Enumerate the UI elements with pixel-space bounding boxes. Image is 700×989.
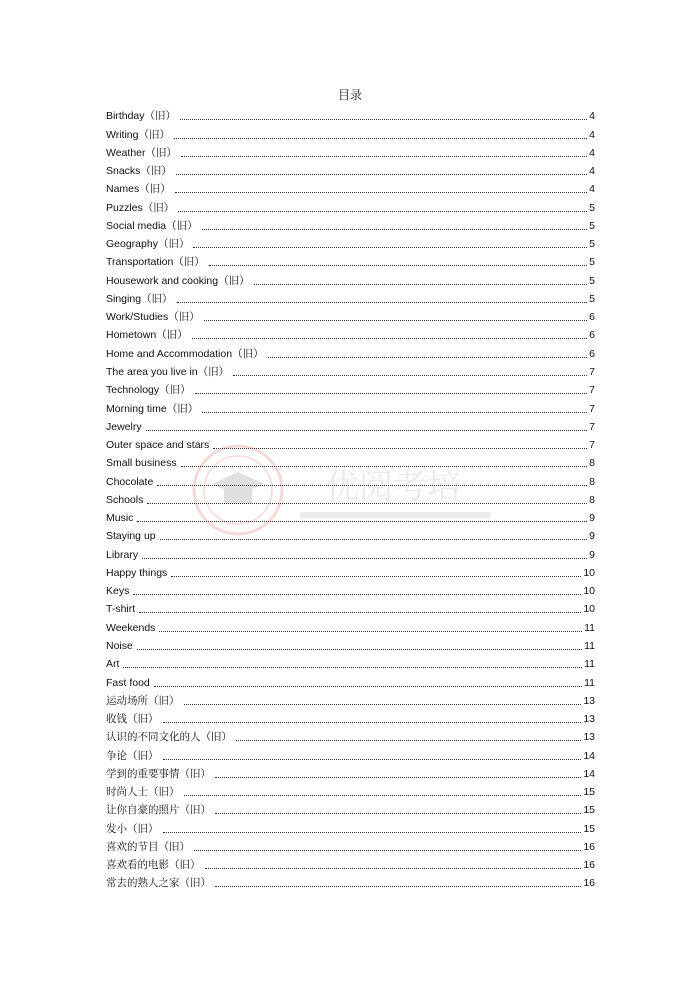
toc-entry[interactable] xyxy=(106,342,595,360)
toc-entry-page-number: 13 xyxy=(583,731,595,744)
toc-entry[interactable] xyxy=(106,215,595,233)
toc-entry-label: Geography（旧） xyxy=(106,238,190,251)
dot-leader xyxy=(193,246,587,248)
dot-leader xyxy=(236,739,581,741)
toc-entry-label: Staying up xyxy=(106,530,156,543)
toc-entry-label: 常去的熟人之家（旧） xyxy=(106,877,211,890)
toc-entry-label: 时尚人士（旧） xyxy=(106,786,180,799)
toc-entry-label: 争论（旧） xyxy=(106,749,159,762)
toc-entry-label: Singing（旧） xyxy=(106,292,173,305)
toc-entry-label: Noise xyxy=(106,639,133,652)
toc-entry-page-number: 4 xyxy=(589,128,595,141)
toc-entry-label: Art xyxy=(106,658,120,671)
toc-entry[interactable] xyxy=(106,416,595,434)
toc-entry-page-number: 9 xyxy=(589,530,595,543)
toc-entry-page-number: 10 xyxy=(583,566,595,579)
toc-entry-label: Fast food xyxy=(106,676,150,689)
dot-leader xyxy=(202,411,587,413)
dot-leader xyxy=(175,191,587,193)
toc-title: 目录 xyxy=(337,88,362,102)
toc-entry[interactable] xyxy=(106,178,595,196)
toc-entry-page-number: 15 xyxy=(583,786,595,799)
toc-entry[interactable] xyxy=(106,744,595,762)
toc-entry-page-number: 8 xyxy=(589,493,595,506)
toc-entry[interactable] xyxy=(106,160,595,178)
dot-leader xyxy=(133,593,581,595)
dot-leader xyxy=(147,502,587,504)
toc-entry[interactable] xyxy=(106,543,595,561)
toc-entry[interactable] xyxy=(106,690,595,708)
dot-leader xyxy=(181,155,587,157)
toc-entry-label: Names（旧） xyxy=(106,183,171,196)
toc-entry[interactable] xyxy=(106,671,595,689)
toc-entry-page-number: 5 xyxy=(589,238,595,251)
dot-leader xyxy=(215,885,581,887)
dot-leader xyxy=(176,173,587,175)
toc-entry-label: Snacks（旧） xyxy=(106,165,172,178)
dot-leader xyxy=(178,210,587,212)
toc-entry[interactable] xyxy=(106,854,595,872)
dot-leader xyxy=(192,337,587,339)
toc-entry[interactable] xyxy=(106,470,595,488)
dot-leader xyxy=(177,301,587,303)
toc-entry[interactable] xyxy=(106,379,595,397)
toc-entry-label: 喜欢的节目（旧） xyxy=(106,840,190,853)
toc-entry[interactable] xyxy=(106,726,595,744)
toc-entry-page-number: 11 xyxy=(584,639,595,652)
toc-entry[interactable] xyxy=(106,562,595,580)
toc-entry[interactable] xyxy=(106,361,595,379)
toc-entry[interactable] xyxy=(106,872,595,890)
toc-entry-page-number: 7 xyxy=(589,402,595,415)
dot-leader xyxy=(184,703,582,705)
dot-leader xyxy=(180,118,587,120)
toc-entry-label: Jewelry xyxy=(106,420,142,433)
dot-leader xyxy=(209,264,587,266)
toc-entry-page-number: 7 xyxy=(589,365,595,378)
toc-entry-label: Morning time（旧） xyxy=(106,402,199,415)
toc-entry[interactable] xyxy=(106,233,595,251)
toc-entry-page-number: 6 xyxy=(589,329,595,342)
toc-entry[interactable] xyxy=(106,708,595,726)
toc-entry-page-number: 5 xyxy=(589,292,595,305)
dot-leader xyxy=(146,429,587,431)
toc-entry-page-number: 6 xyxy=(589,311,595,324)
toc-entry-label: 让你自豪的照片（旧） xyxy=(106,804,211,817)
toc-entry-page-number: 4 xyxy=(589,110,595,123)
toc-entry-page-number: 7 xyxy=(589,439,595,452)
toc-entry-label: 认识的不同文化的人（旧） xyxy=(106,731,232,744)
toc-entry[interactable] xyxy=(106,781,595,799)
dot-leader xyxy=(157,484,587,486)
toc-entry-page-number: 10 xyxy=(583,585,595,598)
toc-entry-label: Outer space and stars xyxy=(106,439,210,452)
toc-entry-page-number: 6 xyxy=(589,347,595,360)
table-of-contents xyxy=(106,105,595,890)
dot-leader xyxy=(215,812,581,814)
toc-entry[interactable] xyxy=(106,142,595,160)
toc-entry-label: Weekends xyxy=(106,621,156,634)
toc-entry-page-number: 16 xyxy=(583,840,595,853)
toc-entry-page-number: 5 xyxy=(589,256,595,269)
dot-leader xyxy=(233,374,587,376)
toc-entry-page-number: 5 xyxy=(589,274,595,287)
toc-entry-label: Writing（旧） xyxy=(106,128,170,141)
toc-entry-label: 学到的重要事情（旧） xyxy=(106,767,211,780)
toc-entry-page-number: 16 xyxy=(583,859,595,872)
toc-entry-label: Technology（旧） xyxy=(106,384,191,397)
toc-entry-page-number: 5 xyxy=(589,201,595,214)
toc-entry[interactable] xyxy=(106,269,595,287)
dot-leader xyxy=(159,630,582,632)
dot-leader xyxy=(194,849,581,851)
toc-entry-page-number: 4 xyxy=(589,183,595,196)
toc-entry[interactable] xyxy=(106,489,595,507)
toc-entry-page-number: 11 xyxy=(584,658,595,671)
toc-entry[interactable] xyxy=(106,580,595,598)
toc-entry-label: Transportation（旧） xyxy=(106,256,205,269)
toc-entry-label: 发小（旧） xyxy=(106,822,159,835)
toc-entry[interactable] xyxy=(106,288,595,306)
dot-leader xyxy=(163,758,582,760)
dot-leader xyxy=(202,228,587,230)
toc-entry-page-number: 9 xyxy=(589,512,595,525)
toc-entry-page-number: 8 xyxy=(589,475,595,488)
dot-leader xyxy=(137,648,582,650)
toc-entry-label: Library xyxy=(106,548,139,561)
dot-leader xyxy=(139,611,581,613)
toc-entry-label: Home and Accommodation（旧） xyxy=(106,347,264,360)
toc-entry-page-number: 15 xyxy=(583,804,595,817)
dot-leader xyxy=(171,575,581,577)
toc-entry[interactable] xyxy=(106,105,595,123)
dot-leader xyxy=(123,666,582,668)
dot-leader xyxy=(184,794,582,796)
toc-entry-page-number: 13 xyxy=(583,694,595,707)
dot-leader xyxy=(163,831,582,833)
toc-entry-page-number: 9 xyxy=(589,548,595,561)
toc-entry-label: Housework and cooking（旧） xyxy=(106,274,250,287)
toc-entry[interactable] xyxy=(106,123,595,141)
toc-entry[interactable] xyxy=(106,251,595,269)
toc-entry-label: Hometown（旧） xyxy=(106,329,188,342)
toc-entry-page-number: 10 xyxy=(583,603,595,616)
dot-leader xyxy=(204,319,587,321)
toc-entry-page-number: 7 xyxy=(589,420,595,433)
toc-entry[interactable] xyxy=(106,817,595,835)
toc-entry-label: 喜欢看的电影（旧） xyxy=(106,859,201,872)
toc-entry-page-number: 7 xyxy=(589,384,595,397)
toc-entry[interactable] xyxy=(106,635,595,653)
toc-entry[interactable] xyxy=(106,616,595,634)
toc-entry-label: Keys xyxy=(106,585,130,598)
toc-entry[interactable] xyxy=(106,598,595,616)
toc-entry-page-number: 4 xyxy=(589,165,595,178)
toc-entry-label: Birthday（旧） xyxy=(106,110,177,123)
toc-entry-page-number: 13 xyxy=(583,713,595,726)
dot-leader xyxy=(154,685,582,687)
dot-leader xyxy=(268,356,587,358)
dot-leader xyxy=(160,538,587,540)
dot-leader xyxy=(213,447,587,449)
toc-entry-page-number: 11 xyxy=(584,621,595,634)
toc-entry[interactable] xyxy=(106,653,595,671)
toc-entry-label: Small business xyxy=(106,457,177,470)
toc-entry-page-number: 4 xyxy=(589,146,595,159)
toc-entry[interactable] xyxy=(106,452,595,470)
toc-entry-page-number: 15 xyxy=(583,822,595,835)
dot-leader xyxy=(142,557,587,559)
toc-entry[interactable] xyxy=(106,763,595,781)
toc-entry-label: The area you live in（旧） xyxy=(106,365,230,378)
toc-entry-label: Happy things xyxy=(106,566,168,579)
dot-leader xyxy=(174,137,587,139)
toc-entry-page-number: 5 xyxy=(589,219,595,232)
dot-leader xyxy=(254,283,587,285)
toc-entry[interactable] xyxy=(106,525,595,543)
toc-entry[interactable] xyxy=(106,799,595,817)
toc-entry[interactable] xyxy=(106,306,595,324)
toc-entry-label: T-shirt xyxy=(106,603,136,616)
toc-entry-label: Chocolate xyxy=(106,475,154,488)
toc-entry-page-number: 14 xyxy=(583,749,595,762)
dot-leader xyxy=(195,392,587,394)
toc-entry-page-number: 14 xyxy=(583,767,595,780)
toc-entry-label: Puzzles（旧） xyxy=(106,201,175,214)
toc-entry[interactable] xyxy=(106,324,595,342)
toc-entry-page-number: 16 xyxy=(583,877,595,890)
toc-entry-label: Work/Studies（旧） xyxy=(106,311,200,324)
toc-entry[interactable] xyxy=(106,836,595,854)
toc-entry-label: 运动场所（旧） xyxy=(106,694,180,707)
watermark-text: 优阅考培 xyxy=(325,467,461,507)
toc-entry[interactable] xyxy=(106,507,595,525)
dot-leader xyxy=(163,721,582,723)
toc-entry-label: Schools xyxy=(106,493,144,506)
toc-entry-label: Social media（旧） xyxy=(106,219,198,232)
dot-leader xyxy=(215,776,581,778)
toc-entry-page-number: 8 xyxy=(589,457,595,470)
toc-entry-page-number: 11 xyxy=(584,676,595,689)
toc-entry[interactable] xyxy=(106,434,595,452)
toc-entry[interactable] xyxy=(106,196,595,214)
dot-leader xyxy=(181,465,587,467)
toc-entry-label: Music xyxy=(106,512,134,525)
toc-entry-label: Weather（旧） xyxy=(106,146,177,159)
toc-entry[interactable] xyxy=(106,397,595,415)
toc-entry-label: 收钱（旧） xyxy=(106,713,159,726)
dot-leader xyxy=(205,867,582,869)
dot-leader xyxy=(137,520,587,522)
